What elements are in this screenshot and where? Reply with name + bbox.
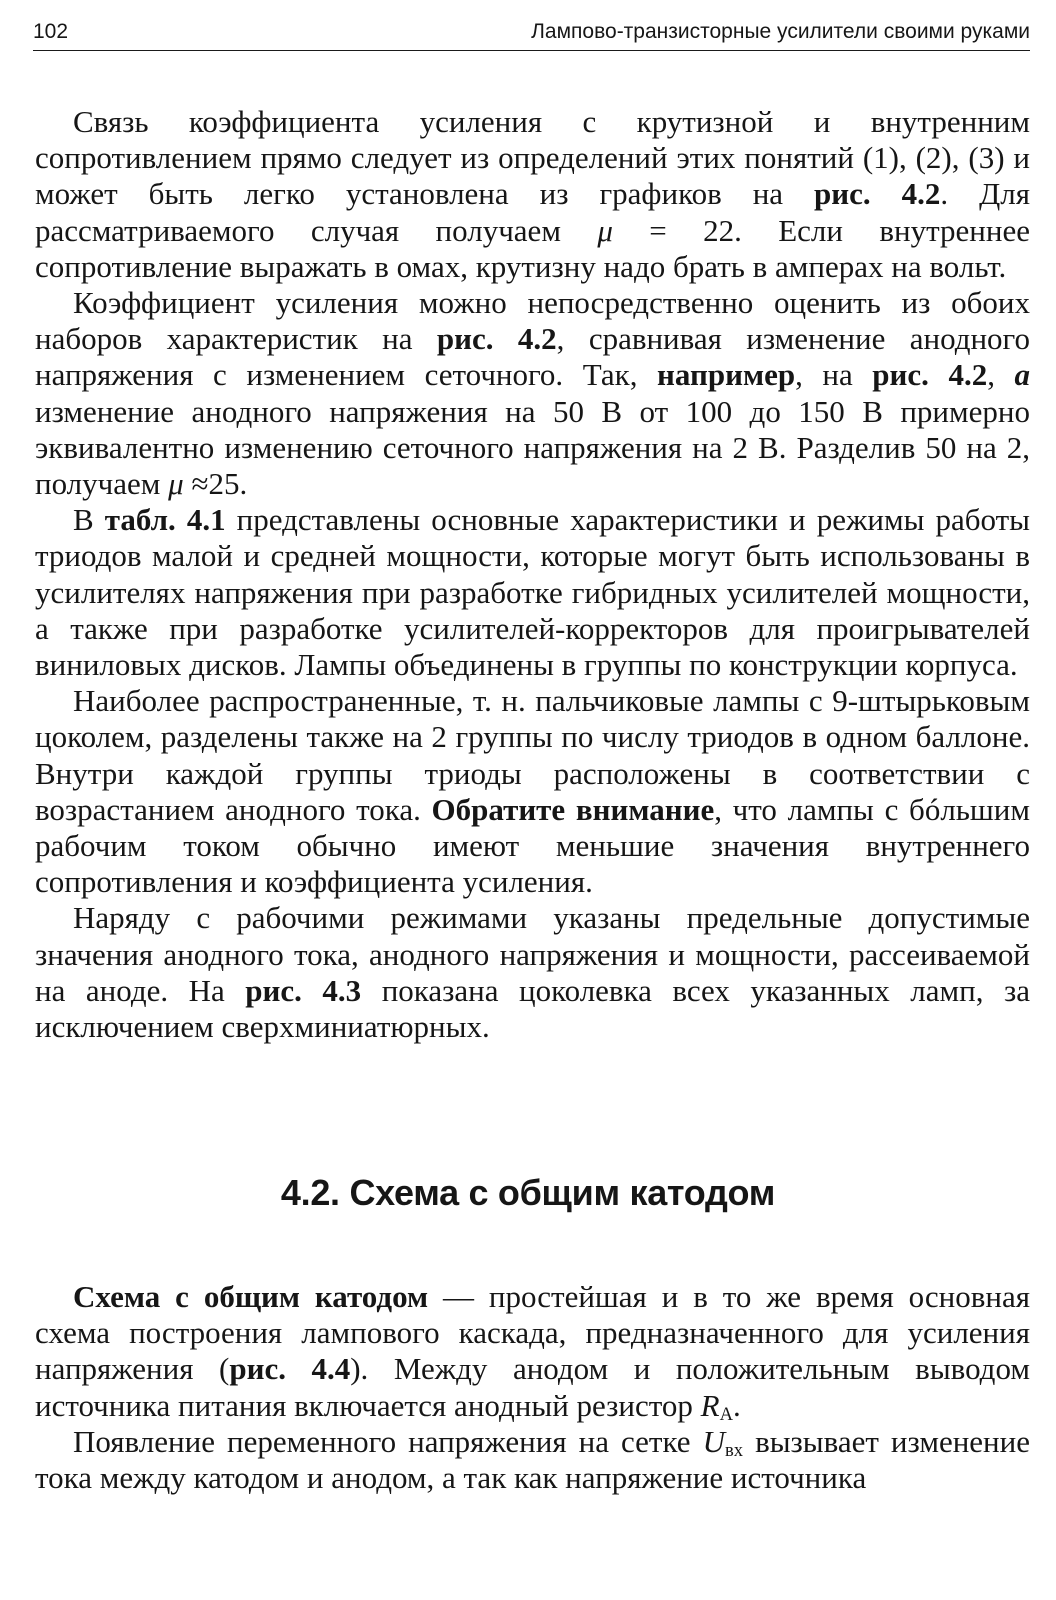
term: Схема с общим катодом	[73, 1279, 429, 1314]
paragraph-4: Наиболее распространенные, т. н. пальчиковые лампы с 9-штырьковым цоколем, разделены также на 2 группы по числу триодов в одном баллоне. Внутри каждой группы триоды расположены в соответствии с возрастанием анодного тока. Обратите внимание, что лампы с бóльшим рабочим током обычно имеют меньшие значения внутреннего сопротивления и коэффициента усиления.	[35, 683, 1030, 900]
body-text	[35, 104, 1030, 1045]
figure-ref-letter: а	[1014, 357, 1031, 393]
table-ref: табл. 4.1	[104, 502, 226, 538]
mu-symbol: μ	[168, 466, 184, 502]
emphasis: Обратите внимание	[431, 791, 715, 827]
paragraph-5: Наряду с рабочими режимами указаны предельные допустимые значения анодного тока, анодного напряжения и мощности, рассеиваемой на аноде. На рис. 4.3 показана цоколевка всех указанных ламп, за исключением сверхминиатюрных.	[35, 900, 1030, 1045]
book-title: Лампово-транзисторные усилители своими руками	[531, 20, 1030, 43]
section-paragraph-2: Появление переменного напряжения на сетке $U_{вх}$ вызывает изменение тока между катодом и анодом, а так как напряжение источника	[35, 1423, 1030, 1496]
paragraph-3: В табл. 4.1 представлены основные характеристики и режимы работы триодов малой и средней мощности, которые могут быть использованы в усилителях напряжения при разработке гибридных усилителей мощности, а также при разработке усилителей-корректоров для проигрывателей виниловых дисков. Лампы объединены в группы по конструкции корпуса.	[35, 502, 1030, 683]
section-body-text	[35, 1279, 1030, 1496]
page-number: 102	[33, 20, 69, 43]
emphasis: например	[657, 357, 796, 393]
section-paragraph-1: Схема с общим катодом — простейшая и в то же время основная схема построения лампового каскада, предназначенного для усиления напряжения (рис. 4.4). Между анодом и положительным выводом источника питания включается анодный резистор $R_А$.	[35, 1279, 1030, 1425]
paragraph-1: Связь коэффициента усиления с крутизной и внутренним сопротивлением прямо следует из определений этих понятий (1), (2), (3) и может быть легко установлена из графиков на рис. 4.2. Для рассматриваемого случая получаем μ = 22. Если внутреннее сопротивление выражать в омах, крутизну надо брать в амперах на вольт.	[35, 104, 1030, 284]
mu-symbol: μ	[597, 212, 613, 248]
figure-ref: рис. 4.2	[436, 321, 557, 357]
variable-subscript: А	[719, 1403, 734, 1425]
figure-ref: рис. 4.3	[245, 972, 362, 1008]
variable-u: U	[702, 1423, 725, 1459]
figure-ref: рис. 4.4	[229, 1351, 351, 1387]
figure-ref: рис. 4.2	[872, 357, 988, 393]
paragraph-2: Коэффициент усиления можно непосредственно оценить из обоих наборов характеристик на рис. 4.2, сравнивая изменение анодного напряжения с изменением сеточного. Так, например, на рис. 4.2, а изменение анодного напряжения на 50 В от 100 до 150 В примерно эквивалентно изменению сеточного напряжения на 2 В. Разделив 50 на 2, получаем μ ≈25.	[35, 285, 1031, 502]
variable-r: R	[700, 1387, 720, 1423]
running-head	[33, 16, 1030, 51]
variable-subscript: вх	[724, 1439, 744, 1461]
figure-ref: рис. 4.2	[814, 176, 941, 212]
section-heading: 4.2. Схема с общим катодом	[280, 1172, 776, 1213]
